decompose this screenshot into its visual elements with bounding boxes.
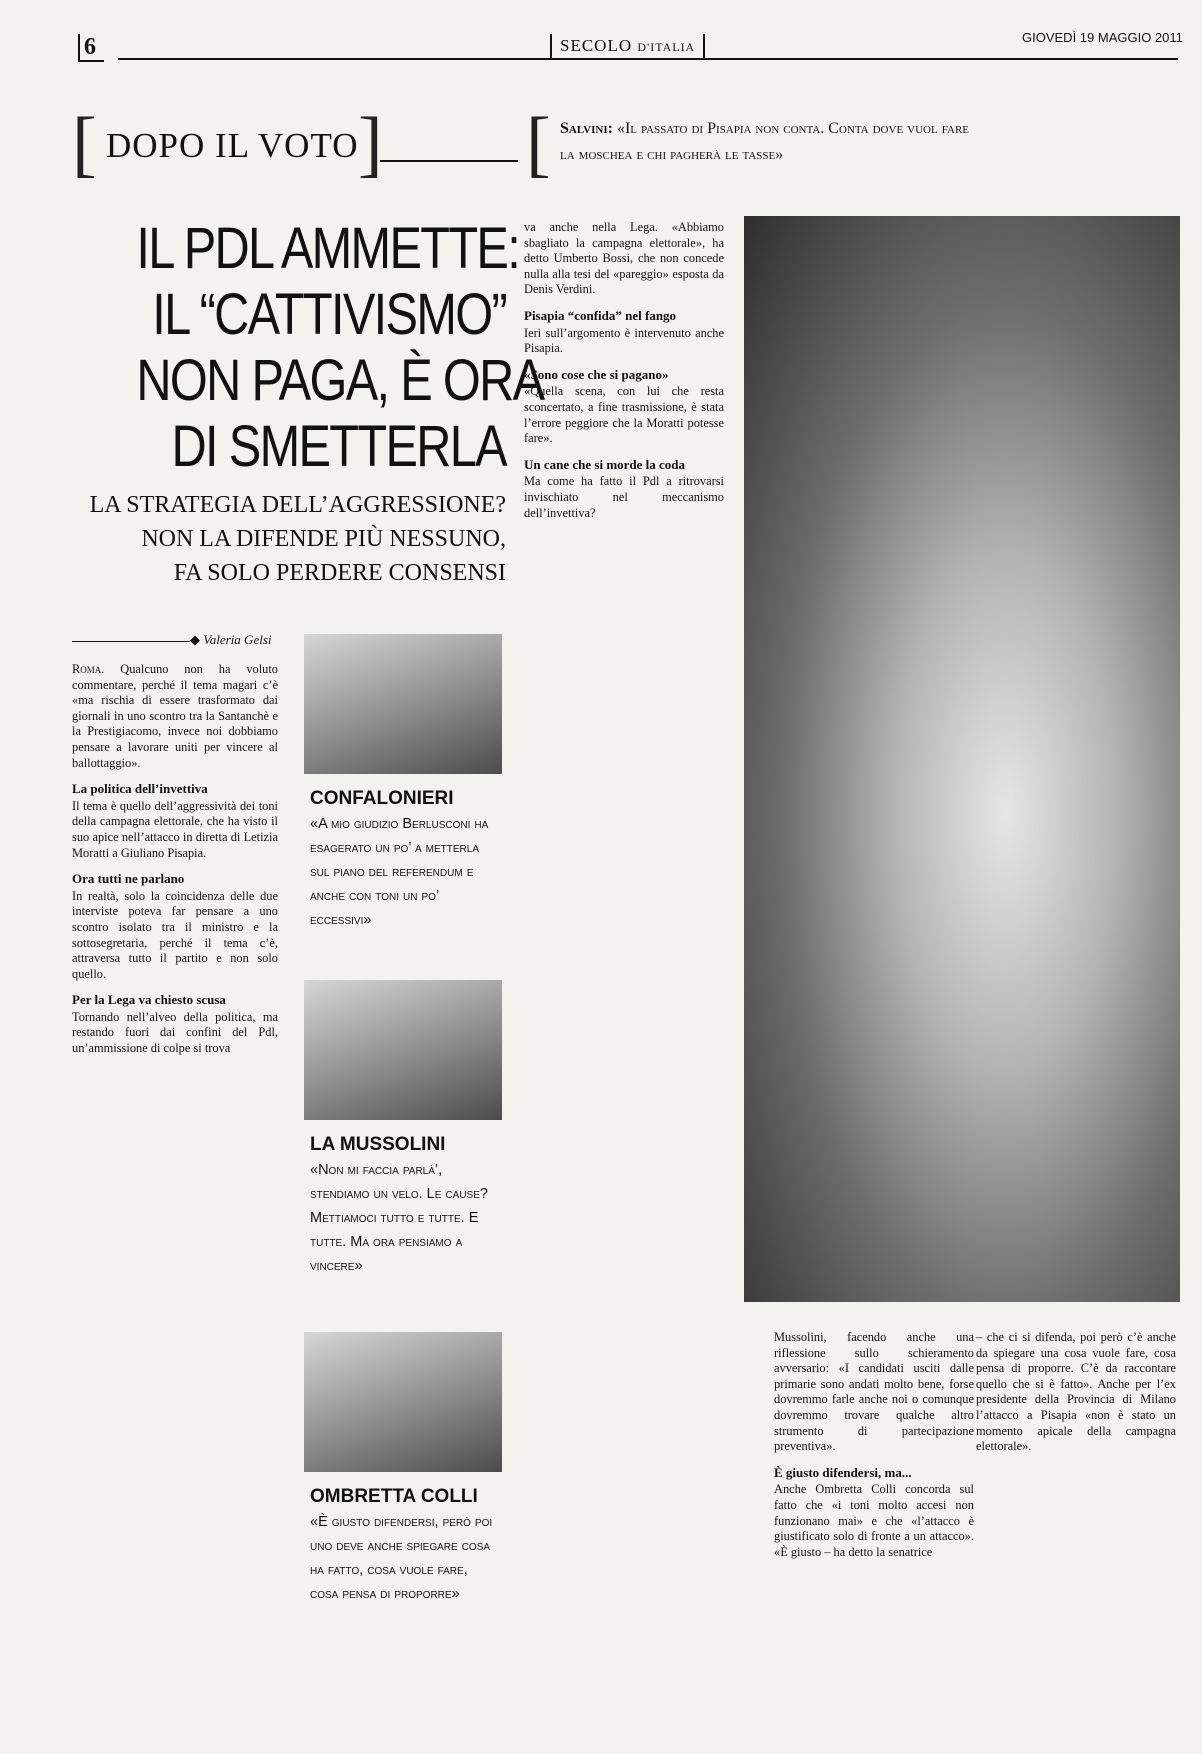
- photo-moratti: [744, 216, 1180, 1302]
- paragraph: Mussolini, facendo anche una riflessione sullo schieramento avversario: «I candidati usciti dalle primarie sono andati molto bene, forse dovremmo farle anche noi o comunque dovremmo trovare qualche altro strumento di partecipazione preventiva».: [774, 1330, 974, 1454]
- paragraph: – che ci si difenda, poi però c’è anche da spiegare una cosa vuole fare, cosa pensa di proporre. C’è da raccontare quello che si è fatto». Anche per l’ex presidente della Provincia di Milano l’attacco a Pisapia «non è stato un momento apicale della campagna elettorale».: [976, 1330, 1176, 1454]
- headline-line: DI SMETTERLA: [171, 414, 506, 479]
- quote-name-mussolini: LA MUSSOLINI: [310, 1134, 446, 1155]
- article-column-5: [976, 1330, 1176, 1457]
- masthead: [550, 34, 705, 58]
- paragraph: Roma. Qualcuno non ha voluto commentare, perché il tema magari c’è «ma rischia di essere trasformato dai giornali in uno scontro tra la Santanchè e la Prestigiacomo, invece noi dobbiamo pensare a lavorare uniti per vincere al ballottaggio».: [72, 662, 278, 770]
- masthead-name: SECOLO: [560, 36, 633, 55]
- paragraph: «Quella scena, con lui che resta sconcertato, a fine trasmissione, è stata l’errore peggiore che la Moratti potesse fare».: [524, 384, 724, 446]
- subhead: È giusto difendersi, ma...: [774, 1464, 912, 1480]
- subhead: «Sono cose che si pagano»: [524, 366, 669, 382]
- byline: ◆ Valeria Gelsi: [190, 632, 272, 647]
- salvini-kicker: [560, 116, 980, 168]
- issue-date: GIOVEDÌ 19 MAGGIO 2011: [1022, 30, 1183, 45]
- paragraph: Ma come ha fatto il Pdl a ritrovarsi invischiato nel meccanismo dell’invettiva?: [524, 474, 724, 520]
- article-column-4: [774, 1330, 974, 1562]
- section-bracket-right: ]: [358, 103, 383, 185]
- quote-name-confalonieri: CONFALONIERI: [310, 788, 454, 809]
- salvini-name: Salvini:: [560, 120, 613, 137]
- subhead: La politica dell’invettiva: [72, 781, 208, 797]
- headline-line: NON PAGA, È ORA: [136, 348, 544, 413]
- headline-line: IL PDL AMMETTE:: [136, 216, 520, 281]
- subheadline-line: LA STRATEGIA DELL’AGGRESSIONE?: [89, 492, 506, 518]
- subheadline-line: NON LA DIFENDE PIÙ NESSUNO,: [141, 526, 506, 552]
- section-rule: [380, 160, 518, 162]
- section-label: DOPO IL VOTO: [106, 126, 359, 165]
- paragraph: Ieri sull’argomento è intervenuto anche Pisapia.: [524, 325, 724, 356]
- paragraph: Anche Ombretta Colli concorda sul fatto che «i toni molto accesi non funzionano mai» e che «l’attacco è giustificato solo di fronte a un attacco». «È giusto – ha detto la senatrice: [774, 1482, 974, 1559]
- kicker-bracket: [: [526, 103, 551, 185]
- paragraph: va anche nella Lega. «Abbiamo sbagliato la campagna elettorale», ha detto Umberto Bossi, che non concede nulla alla tesi del «pareggio» esposta da Denis Verdini.: [524, 220, 724, 297]
- subhead: Pisapia “confida” nel fango: [524, 307, 677, 323]
- quote-name-colli: OMBRETTA COLLI: [310, 1486, 478, 1507]
- headline: [136, 216, 544, 480]
- article-column-3: [524, 220, 724, 523]
- page-number: 6: [78, 34, 104, 62]
- subhead: Per la Lega va chiesto scusa: [72, 992, 226, 1008]
- salvini-quote: «Il passato di Pisapia non conta. Conta dove vuol fare la moschea e chi pagherà le tasse»: [560, 120, 970, 163]
- subheadline-line: FA SOLO PERDERE CONSENSI: [173, 560, 506, 586]
- subheadline: [66, 488, 506, 590]
- quote-text-colli: «È giusto difendersi, però poi uno deve anche spiegare cosa ha fatto, cosa vuole fare, cosa pensa di proporre»: [310, 1514, 493, 1602]
- photo-confalonieri: [304, 634, 502, 774]
- header-rule: [118, 58, 1178, 60]
- subhead: Ora tutti ne parlano: [72, 871, 185, 887]
- author: Valeria Gelsi: [203, 632, 272, 647]
- quote-text-mussolini: «Non mi faccia parlà’, stendiamo un velo. Le cause? Mettiamoci tutto e tutte. E tutte. Ma ora pensiamo a vincere»: [310, 1162, 488, 1274]
- subhead: Un cane che si morde la coda: [524, 456, 686, 472]
- masthead-suffix: D'ITALIA: [637, 40, 696, 54]
- headline-line: IL “CATTIVISMO”: [152, 282, 507, 347]
- photo-mussolini: [304, 980, 502, 1120]
- section-bracket-left: [: [72, 103, 97, 185]
- quote-text-confalonieri: «A mio giudizio Berlusconi ha esagerato un po’ a metterla sul piano del referendum e anche con toni un po’ eccessivi»: [310, 816, 489, 928]
- article-column-1: [72, 662, 278, 1059]
- paragraph: In realtà, solo la coincidenza delle due interviste poteva far pensare a uno scontro isolato tra il ministro e la sottosegretaria, perché il tema c’è, attraversa tutto il partito e non solo quello.: [72, 888, 278, 981]
- byline-rule: [72, 641, 190, 642]
- paragraph: Tornando nell’alveo della politica, ma restando fuori dai confini del Pdl, un’ammissione di colpe si trova: [72, 1009, 278, 1056]
- dateline: Roma.: [72, 662, 105, 676]
- paragraph: Il tema è quello dell’aggressività dei toni della campagna elettorale, che ha visto il suo apice nell’attacco in diretta di Letizia Moratti a Giuliano Pisapia.: [72, 798, 278, 860]
- photo-colli: [304, 1332, 502, 1472]
